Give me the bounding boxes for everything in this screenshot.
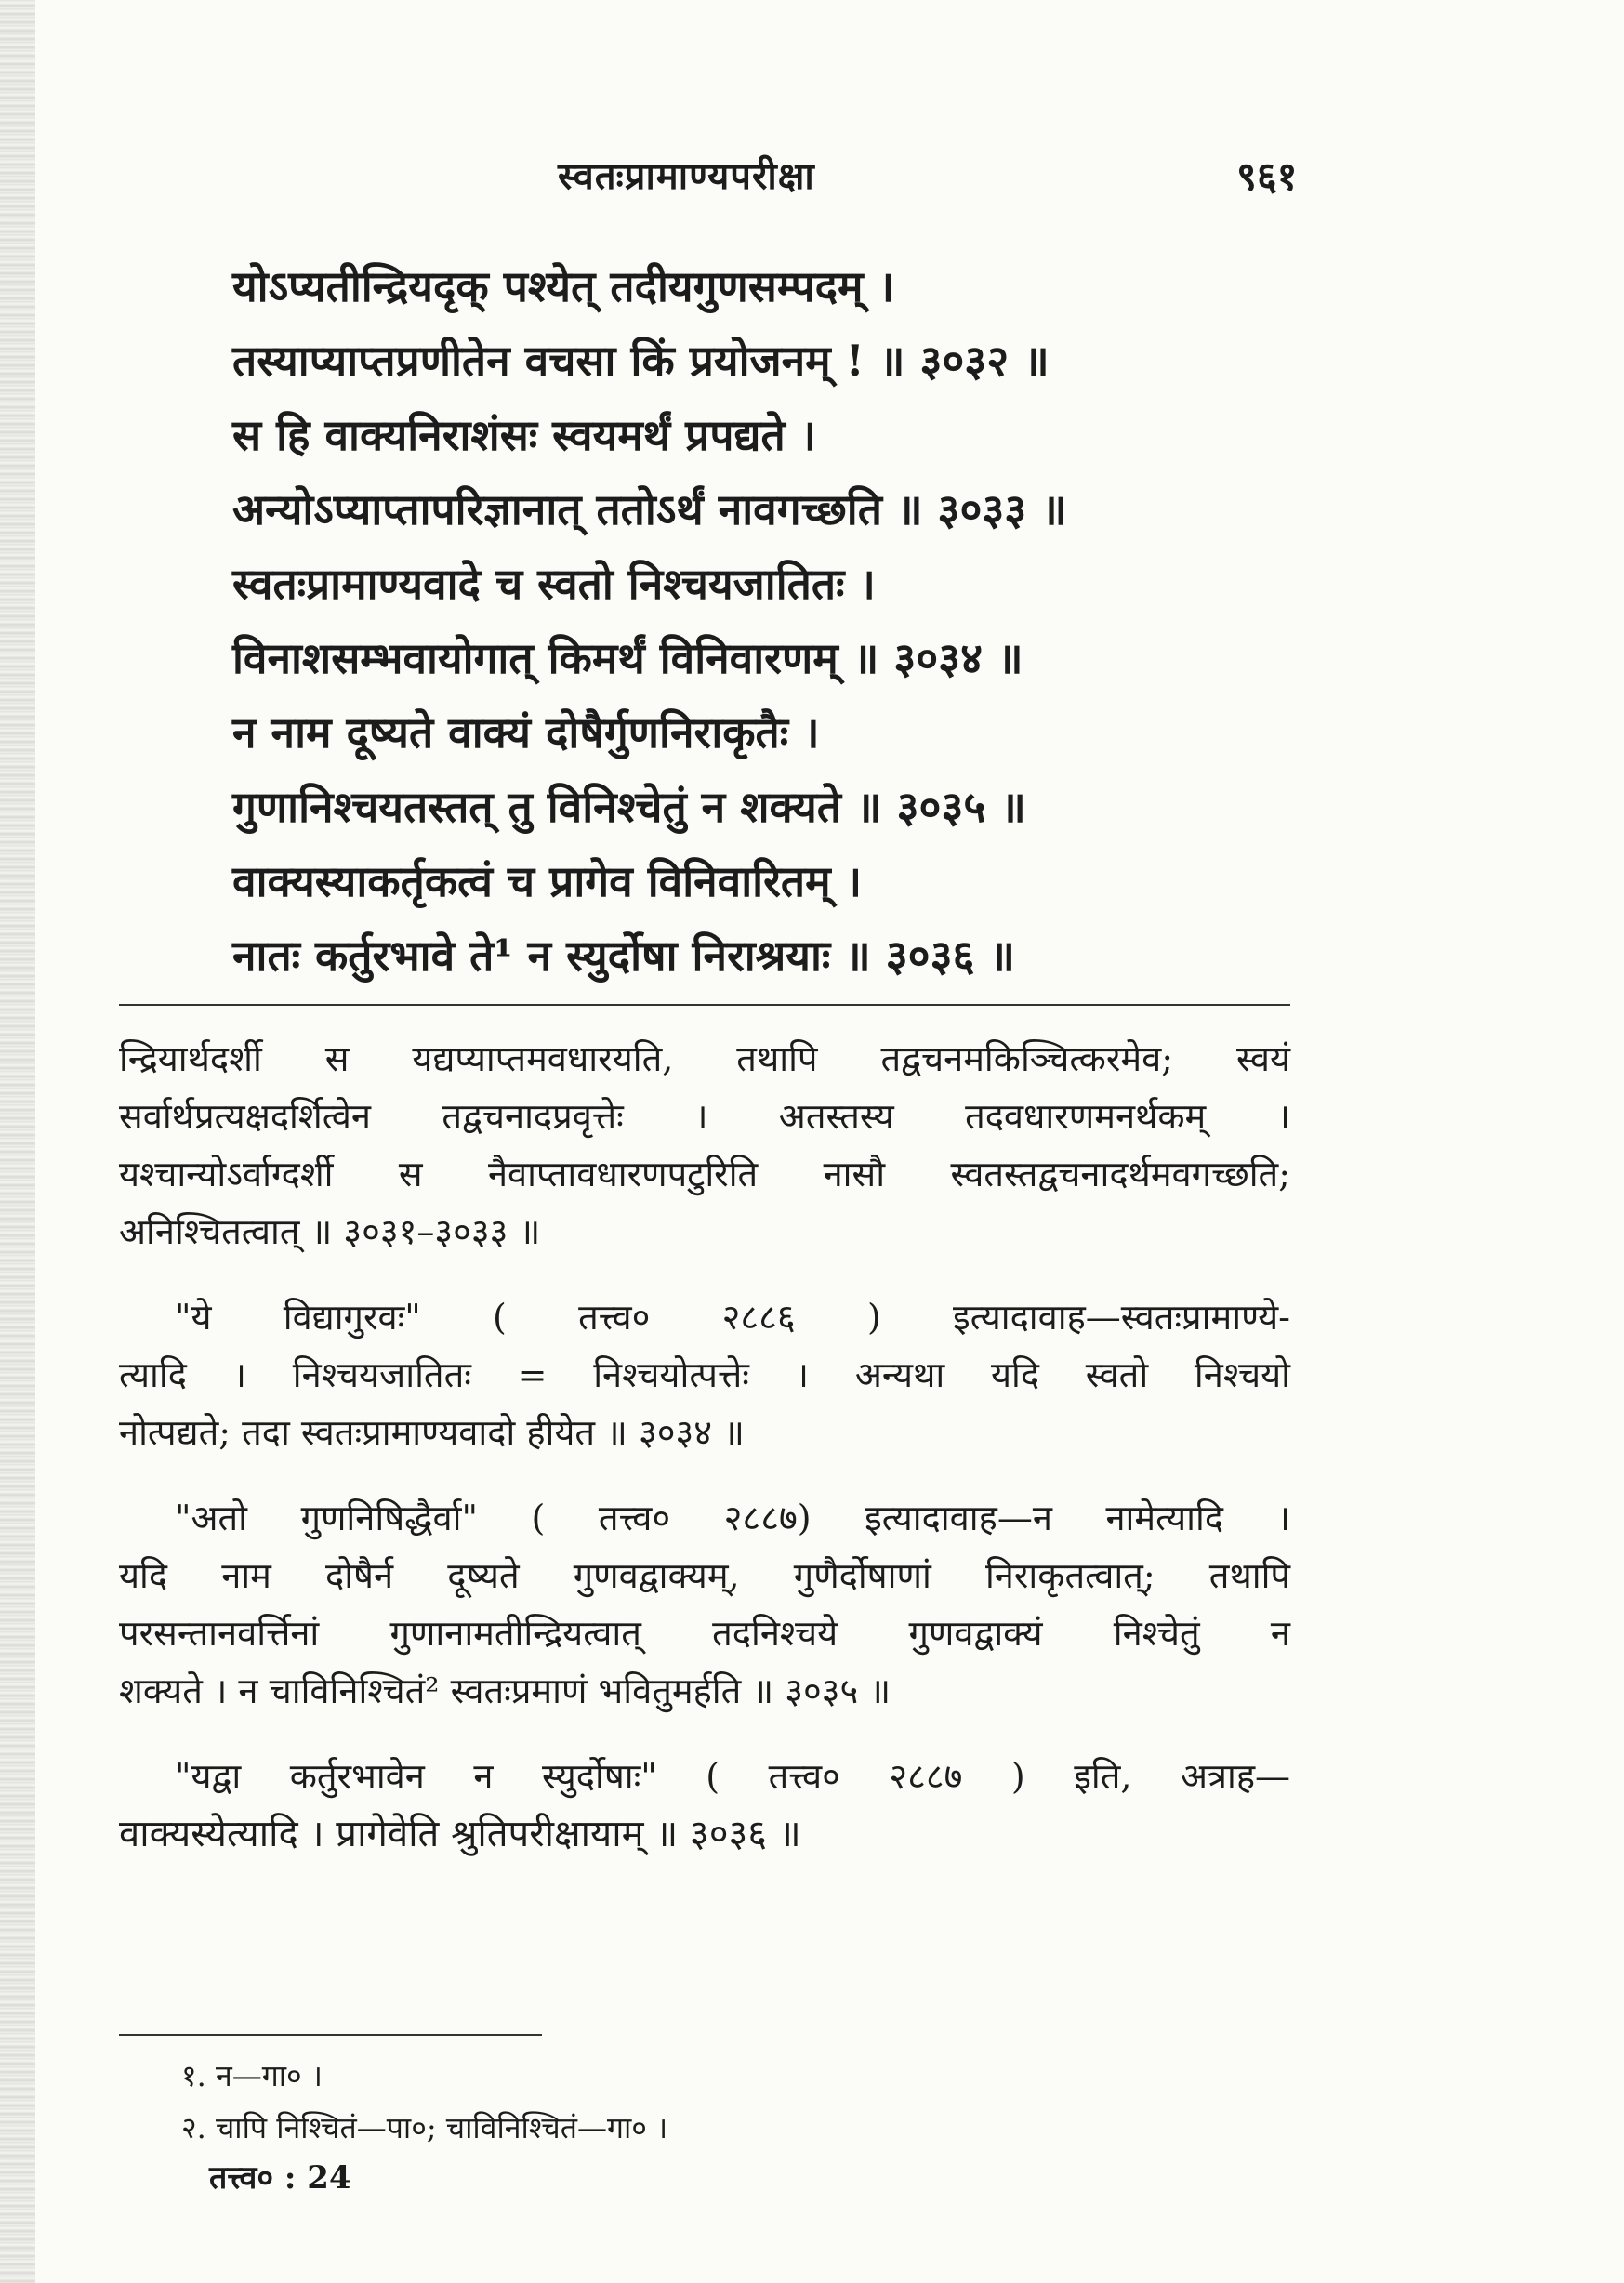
commentary-line: परसन्तानवर्त्तिनां गुणानामतीन्द्रियत्वात् तदनिश्चये गुणवद्वाक्यं निश्चेतुं न bbox=[119, 1613, 1290, 1654]
signature-mark: तत्त्व० : 24 bbox=[209, 2159, 351, 2197]
commentary-line: त्यादि । निश्चयजातितः = निश्चयोत्पत्तेः । अन्यथा यदि स्वतो निश्चयो bbox=[119, 1354, 1290, 1395]
verse-line: नातः कर्तुरभावे ते¹ न स्युर्दोषा निराश्रयाः ॥ ३०३६ ॥ bbox=[232, 930, 1015, 981]
verse-line: गुणानिश्चयतस्तत् तु विनिश्चेतुं न शक्यते ॥ ३०३५ ॥ bbox=[232, 782, 1026, 832]
commentary-paragraph bbox=[119, 1288, 1290, 1461]
verse-line: तस्याप्याप्तप्रणीतेन वचसा किं प्रयोजनम् ! ॥ ३०३२ ॥ bbox=[232, 336, 1050, 386]
commentary-line: "यद्वा कर्तुरभावेन न स्युर्दोषाः" ( तत्त्व० २८८७ ) इति, अत्राह— bbox=[175, 1756, 1290, 1797]
commentary-paragraph bbox=[119, 1489, 1290, 1720]
commentary-line: सर्वार्थप्रत्यक्षदर्शित्वेन तद्वचनादप्रवृत्तेः । अतस्तस्य तदवधारणमनर्थकम् । bbox=[119, 1096, 1290, 1137]
verse-line: स हि वाक्यनिराशंसः स्वयमर्थं प्रपद्यते । bbox=[232, 410, 817, 460]
commentary-block bbox=[119, 1030, 1290, 1891]
commentary-line: शक्यते । न चाविनिश्चितं² स्वतःप्रमाणं भवितुमर्हति ॥ ३०३५ ॥ bbox=[119, 1670, 891, 1711]
commentary-line: नोत्पद्यते; तदा स्वतःप्रामाण्यवादो हीयेत ॥ ३०३४ ॥ bbox=[119, 1412, 745, 1453]
commentary-line: "ये विद्यागुरवः" ( तत्त्व० २८८६ ) इत्यादावाह—स्वतःप्रामाण्ये- bbox=[175, 1297, 1290, 1338]
footnote: १. न—गा० । bbox=[181, 2058, 323, 2093]
commentary-line: अनिश्चितत्वात् ॥ ३०३१–३०३३ ॥ bbox=[119, 1211, 541, 1252]
verse-line: विनाशसम्भवायोगात् किमर्थं विनिवारणम् ॥ ३०३४ ॥ bbox=[232, 633, 1023, 683]
commentary-line: यदि नाम दोषैर्न दूष्यते गुणवद्वाक्यम्, गुणैर्दोषाणां निराकृतत्वात्; तथापि bbox=[119, 1555, 1290, 1596]
divider-rule bbox=[119, 1004, 1290, 1006]
verse-line: स्वतःप्रामाण्यवादे च स्वतो निश्चयजातितः । bbox=[232, 559, 876, 609]
commentary-line: यश्चान्योऽर्वाग्दर्शी स नैवाप्तावधारणपटुरिति नासौ स्वतस्तद्वचनादर्थमवगच्छति; bbox=[119, 1154, 1290, 1194]
commentary-paragraph bbox=[119, 1748, 1290, 1863]
running-title: स्वतःप्रामाण्यपरीक्षा bbox=[558, 154, 815, 198]
verse-line: वाक्यस्याकर्तृकत्वं च प्रागेव विनिवारितम् । bbox=[232, 856, 863, 906]
verse-line: अन्योऽप्याप्तापरिज्ञानात् ततोऽर्थं नावगच्छति ॥ ३०३३ ॥ bbox=[232, 484, 1067, 534]
verse-line: योऽप्यतीन्द्रियदृक् पश्येत् तदीयगुणसम्पदम् । bbox=[232, 261, 895, 311]
commentary-line: न्द्रियार्थदर्शी स यद्यप्याप्तमवधारयति, तथापि तद्वचनमकिञ्चित्करमेव; स्वयं bbox=[119, 1038, 1290, 1079]
verse-line: न नाम दूष्यते वाक्यं दोषैर्गुणनिराकृतैः । bbox=[232, 707, 820, 758]
page-number: ९६१ bbox=[1236, 153, 1298, 199]
verse-block bbox=[232, 249, 1292, 993]
commentary-line: वाक्यस्येत्यादि । प्रागेवेति श्रुतिपरीक्षायाम् ॥ ३०३६ ॥ bbox=[119, 1813, 801, 1855]
commentary-paragraph bbox=[119, 1030, 1290, 1260]
footnote-rule bbox=[119, 2034, 542, 2036]
commentary-line: "अतो गुणनिषिद्धैर्वा" ( तत्त्व० २८८७) इत्यादावाह—न नामेत्यादि । bbox=[175, 1498, 1290, 1538]
footnote: २. चापि निश्चितं—पा०; चाविनिश्चितं—गा० । bbox=[181, 2110, 668, 2145]
footnotes bbox=[181, 2050, 1018, 2154]
